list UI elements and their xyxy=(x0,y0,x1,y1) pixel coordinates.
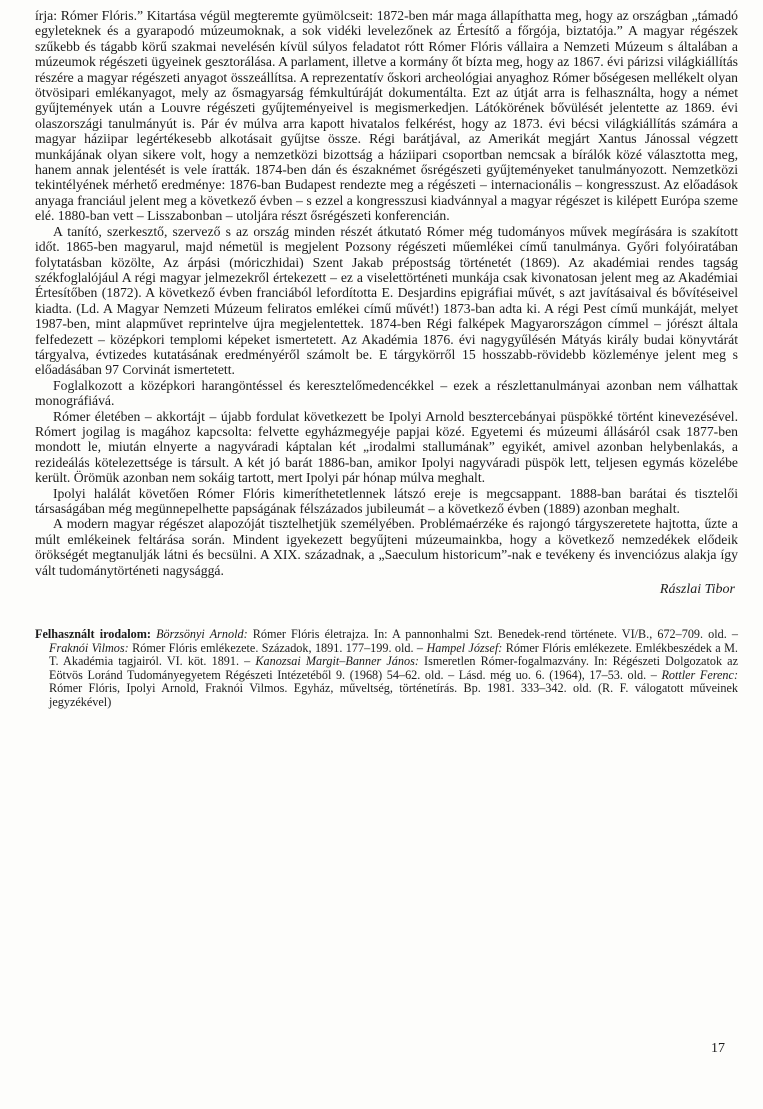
reference-text: Rómer Flóris emlékezete. Emlékbeszédek a M. T. Akadémia tagjairól. VI. köt. 1891. – xyxy=(49,640,738,669)
article-body xyxy=(35,8,738,578)
reference-author: Kanozsai Margit–Banner János: xyxy=(255,654,419,669)
reference-text: Rómer Flóris életrajza. In: A pannonhalmi Szt. Benedek-rend története. VI/B., 672–709. old. – xyxy=(247,627,739,642)
paragraph: A tanító, szerkesztő, szervező s az ország minden részét átkutató Rómer még tudományos művek megírására is szakított időt. 1865-ben magyarul, majd németül is megjelent Pozsony régészeti műemlékei című tanulmánya. Győri folyóiratában folytatásban közölte, Az árpási (móriczhidai) Szent Jakab prépostság történetét (1869). Az akadémiai rendes tagság székfoglalójául A régi magyar jelmezekről értekezett – ez a viselettörténeti munkája csak kivonatosan jelent meg az Akadémiai Értesítőben (1872). A következő évben franciából lefordította E. Desjardins epigráfiai művét, s azt javításaival és bővítéseivel kiadta. (Ld. A Magyar Nemzeti Múzeum feliratos emlékei című művét!) 1873-ban adta ki. A régi Pest című munkáját, melyet 1987-ben, mint alapművet reprintelve újra megjelentettek. 1874-ben Régi falképek Magyarországon címmel – jórészt általa felfedezett – középkori templomi képeket ismertetett. Az Akadémia 1876. évi nagygyűlésén Mátyás király budai könyvtárát tárgyalva, évtizedes kutatásának eredményéről számolt be. E tárgykörről 15 hosszabb-rövidebb közleménye jelent meg s előadásában 97 Corvinát ismertetett. xyxy=(35,223,738,378)
reference-text: Rómer Flóris, Ipolyi Arnold, Fraknói Vilmos. Egyház, műveltség, történetírás. Bp. 1981. 333–342. old. (R. F. válogatott műveinek jegyzékével) xyxy=(49,681,738,709)
reference-author: Rottler Ferenc: xyxy=(661,667,738,682)
reference-author: Hampel József: xyxy=(426,640,503,655)
paragraph: A modern magyar régészet alapozóját tisztelhetjük személyében. Problémaérzéke és rajongó tárgyszeretete hajtotta, űzte a múlt emlékeinek feltárása során. Mindent igyekezett begyűjteni múzeumainkba, hogy a következő nemzedékek elődeik örökségét megtanulják látni és becsülni. A XIX. századnak, a „Saeculum historicum”-nak e tevékeny és invenciózus alakja így vált tudománytörténeti nagysággá. xyxy=(35,516,738,578)
author-signature: Rászlai Tibor xyxy=(659,582,735,598)
reference-text: Rómer Flóris emlékezete. Századok, 1891. 177–199. old. – xyxy=(128,640,427,655)
paragraph: Foglalkozott a középkori harangöntéssel és keresztelőmedencékkel – ezek a részlettanulmányai azonban nem válhattak monográfiává. xyxy=(35,377,738,409)
page-number: 17 xyxy=(711,1041,725,1056)
paragraph: Ipolyi halálát követően Rómer Flóris kimeríthetetlennek látszó ereje is megcsappant. 1888-ban barátai és tisztelői társaságában még megünnepelhette papságának félszázados jubileumát – a következő évben (1889) azonban meghalt. xyxy=(35,485,738,516)
paragraph: írja: Rómer Flóris.” Kitartása végül megteremte gyümölcseit: 1872-ben már maga állapíthatta meg, hogy az országban „támadó egyleteknek és a gyarapodó múzeumoknak, a sok vidéki levelezőnek az Értesítő a főrgója, biztatója.” A magyar régészek szűkebb és tágabb körű szakmai nevelésén kívül súlyos feladatot rótt Rómer Flóris vállaira a Nemzeti Múzeum s általában a múzeumok régészeti ügyeinek gesztorálása. A parlament, illetve a kormány őt bízta meg, hogy az 1867. évi párizsi világkiállítás részére a magyar régészeti anyagot összeállítsa. A reprezentatív őskori archeológiai anyaghoz Rómer bőségesen mellékelt olyan ötvösipari emlékanyagot, mely az ősmagyarság fémkultúráját dokumentálta. Ezt az útját arra is felhasználta, hogy a német gyűjtemények után a Louvre régészeti gyűjteményeivel is megismerkedjen. Látókörének bővülését jelentette az 1869. évi olaszországi tanulmányút is. Pár év múlva arra kapott hivatalos felkérést, hogy az 1873. évi bécsi világkiállítás számára a magyar háziipar legértékesebb alkotásait gyűjtse össze. Régi barátjával, az Amerikát megjárt Xantus Jánossal végzett munkájának olyan sikere volt, hogy a nemzetközi bizottság a háziipari csoportban nemcsak a bírálók közé választotta meg, hanem annak jelentését is vele íratták. 1874-ben dán és északnémet ősrégészeti gyűjteményeket tanulmányozott. Nemzetközi tekintélyének mérhető eredménye: 1876-ban Budapest rendezte meg a régészeti – internacionális – kongresszust. Az előadások anyaga franciául jelent meg a következő évben – s ezzel a kongresszusi kiadvánnyal a magyar régészet is kilépett Európa szeme elé. 1880-ban vett – Lisszabonban – utoljára részt ősrégészeti konferencián. xyxy=(35,8,738,224)
reference-author: Börzsönyi Arnold: xyxy=(156,627,248,642)
references xyxy=(35,628,738,710)
reference-text: Ismeretlen Rómer-fogalmazvány. In: Régészeti Dolgozatok az Eötvös Loránd Tudományegyetem Régészeti Intézetéből 9. (1968) 54–62. old. – Lásd. még uo. 6. (1964), 17–53. old. – xyxy=(49,654,738,682)
references-label: Felhasznált irodalom: xyxy=(35,627,151,642)
document-page xyxy=(35,8,738,710)
paragraph: Rómer életében – akkortájt – újabb fordulat következett be Ipolyi Arnold besztercebányai püspökké történt kinevezésével. Rómert jogilag is magához kapcsolta: felvette egyházmegyéje papjai közé. Egyetemi és múzeumi állásáról csak 1877-ben mondott le, miután elnyerte a nagyváradi káptalan két „irodalmi stallumának” egyikét, amivel azonban helybenlakás, a rezideálás kötelezettsége is társult. A két jó barát 1886-ban, amikor Ipolyi nagyváradi püspök lett, teljesen egymás közelébe került. Örömük azonban nem sokáig tartott, mert Ipolyi pár hónap múlva meghalt. xyxy=(35,408,738,486)
reference-author: Fraknói Vilmos: xyxy=(49,640,129,655)
